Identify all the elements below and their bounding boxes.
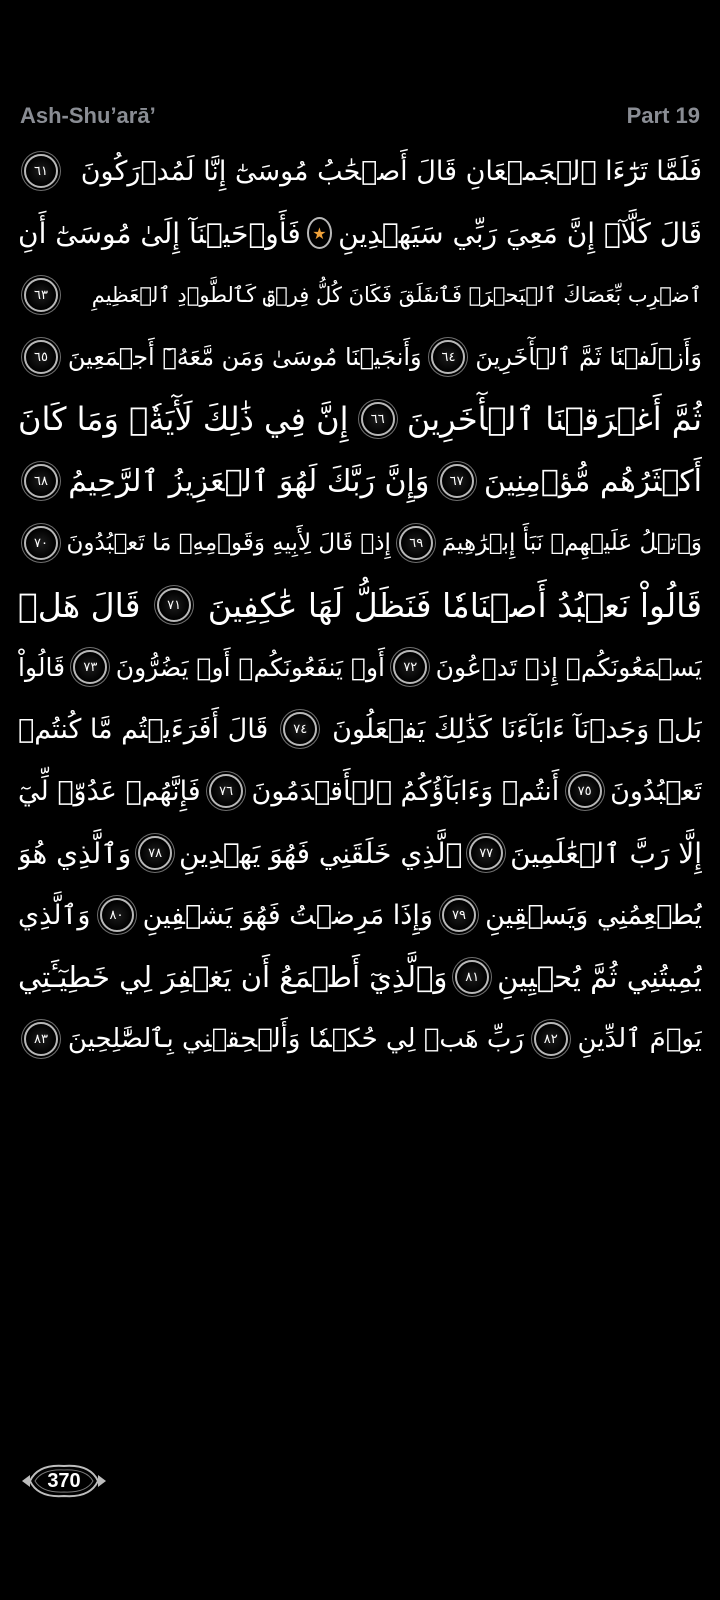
verse-text: ٱضۡرِب بِّعَصَاكَ ٱلۡبَحۡرَۖ فَٱنفَلَقَ فَكَانَ كُلُّ فِرۡقٖ كَٱلطَّوۡدِ ٱلۡعَظِيمِ — [91, 283, 702, 307]
ayah-number-marker: ٧٢ — [393, 650, 427, 684]
ayah-number-marker: ٦١ — [24, 154, 58, 188]
page-number: 370 — [47, 1469, 81, 1492]
juz-part-label: Part 19 — [626, 103, 700, 128]
ayah-number-marker: ٧٣ — [73, 650, 107, 684]
verse-text: وَٱلَّذِي — [18, 899, 91, 931]
verse-text: قَالَ أَفَرَءَيۡتُم مَّا كُنتُمۡ — [18, 713, 269, 745]
verse-line — [18, 1008, 702, 1070]
verse-line — [18, 202, 702, 264]
surah-name: Ash-Shu’arā’ — [20, 103, 156, 128]
verse-text: وَأَزۡلَفۡنَا ثَمَّ ٱلۡأٓخَرِينَ — [475, 343, 702, 371]
verse-text: رَبِّ هَبۡ لِي حُكۡمٗا وَأَلۡحِقۡنِي بِٱلصَّٰلِحِينَ — [67, 1024, 524, 1054]
ayah-number-marker: ٧٩ — [442, 898, 476, 932]
verse-line — [18, 884, 702, 946]
verse-text: قَالَ كَلَّآۖ إِنَّ مَعِيَ رَبِّي سَيَهۡدِينِ — [338, 216, 702, 250]
verse-text: تَعۡبُدُونَ — [610, 775, 702, 807]
ayah-number-marker: ٧٦ — [209, 774, 243, 808]
verse-line — [18, 574, 702, 636]
verse-text: وَإِنَّ رَبَّكَ لَهُوَ ٱلۡعَزِيزُ ٱلرَّحِيمُ — [68, 463, 430, 499]
verse-line — [18, 264, 702, 326]
verse-text: وَإِذَا مَرِضۡتُ فَهُوَ يَشۡفِينِ — [142, 899, 433, 931]
ayah-number-marker: ٦٣ — [24, 278, 58, 312]
quran-page-text — [18, 140, 702, 1070]
verse-line — [18, 388, 702, 450]
verse-text: إِذۡ قَالَ لِأَبِيهِ وَقَوۡمِهِۦ مَا تَعۡبُدُونَ — [66, 530, 391, 556]
verse-text: فَأَوۡحَيۡنَآ إِلَىٰ مُوسَىٰٓ أَنِ — [18, 216, 301, 250]
ayah-number-marker: ٨٢ — [534, 1022, 568, 1056]
ayah-number-marker: ٧٥ — [568, 774, 602, 808]
ayah-number-marker: ٧١ — [157, 588, 191, 622]
ayah-number-marker: ٧٠ — [24, 526, 58, 560]
verse-line — [18, 326, 702, 388]
star-icon: ★ — [307, 217, 332, 249]
verse-text: وَٱلَّذِيٓ أَطۡمَعُ أَن يَغۡفِرَ لِي خَطِيٓـَٔتِي — [18, 960, 448, 994]
page-header — [20, 98, 700, 134]
ayah-number-marker: ٨٣ — [24, 1022, 58, 1056]
verse-text: وَٱلَّذِي هُوَ — [18, 836, 132, 870]
verse-text: ٱلَّذِي خَلَقَنِي فَهُوَ يَهۡدِينِ — [179, 836, 463, 870]
ayah-number-marker: ٦٨ — [24, 464, 58, 498]
verse-text: وَأَنجَيۡنَا مُوسَىٰ وَمَن مَّعَهُۥٓ أَجۡمَعِينَ — [67, 343, 422, 371]
verse-line — [18, 698, 702, 760]
verse-text: أَكۡثَرُهُم مُّؤۡمِنِينَ — [483, 463, 702, 499]
verse-line — [18, 946, 702, 1008]
verse-text: قَالَ هَلۡ — [18, 585, 141, 625]
verse-line — [18, 450, 702, 512]
verse-text: وَٱتۡلُ عَلَيۡهِمۡ نَبَأَ إِبۡرَٰهِيمَ — [441, 530, 702, 556]
ayah-number-marker: ٧٨ — [138, 836, 172, 870]
page-number-badge — [20, 1462, 108, 1500]
verse-line — [18, 636, 702, 698]
verse-text: إِنَّ فِي ذَٰلِكَ لَأٓيَةٗۖ وَمَا كَانَ — [18, 400, 349, 438]
verse-text: يَوۡمَ ٱلدِّينِ — [577, 1024, 702, 1054]
verse-text: يُمِيتُنِي ثُمَّ يُحۡيِينِ — [497, 960, 702, 994]
verse-line — [18, 760, 702, 822]
ayah-number-marker: ٨٠ — [100, 898, 134, 932]
verse-text: أَنتُمۡ وَءَابَآؤُكُمُ ٱلۡأَقۡدَمُونَ — [251, 775, 560, 807]
verse-text: يَسۡمَعُونَكُمۡ إِذۡ تَدۡعُونَ — [435, 652, 702, 682]
verse-text: قَالُواْ — [18, 652, 66, 682]
verse-text: ثُمَّ أَغۡرَقۡنَا ٱلۡأٓخَرِينَ — [406, 400, 702, 438]
ayah-number-marker: ٦٧ — [440, 464, 474, 498]
verse-text: فَإِنَّهُمۡ عَدُوّٞ لِّيٓ — [18, 775, 201, 807]
ayah-number-marker: ٦٩ — [399, 526, 433, 560]
ayah-number-marker: ٧٤ — [283, 712, 317, 746]
verse-text: قَالُواْ نَعۡبُدُ أَصۡنَامٗا فَنَظَلُّ لَهَا عَٰكِفِينَ — [207, 585, 702, 625]
verse-line — [18, 822, 702, 884]
ayah-number-marker: ٦٦ — [361, 402, 395, 436]
ayah-number-marker: ٨١ — [455, 960, 489, 994]
verse-line — [18, 512, 702, 574]
verse-line — [18, 140, 702, 202]
verse-text: أَوۡ يَنفَعُونَكُمۡ أَوۡ يَضُرُّونَ — [115, 652, 385, 682]
verse-text: يُطۡعِمُنِي وَيَسۡقِينِ — [485, 899, 702, 931]
verse-text: فَلَمَّا تَرَٰٓءَا ٱلۡجَمۡعَانِ قَالَ أَصۡحَٰبُ مُوسَىٰٓ إِنَّا لَمُدۡرَكُونَ — [80, 155, 702, 187]
ayah-number-marker: ٦٤ — [431, 340, 465, 374]
verse-text: إِلَّا رَبَّ ٱلۡعَٰلَمِينَ — [510, 836, 702, 870]
ayah-number-marker: ٧٧ — [469, 836, 503, 870]
verse-text: بَلۡ وَجَدۡنَآ ءَابَآءَنَا كَذَٰلِكَ يَفۡعَلُونَ — [332, 713, 702, 745]
ayah-number-marker: ٦٥ — [24, 340, 58, 374]
